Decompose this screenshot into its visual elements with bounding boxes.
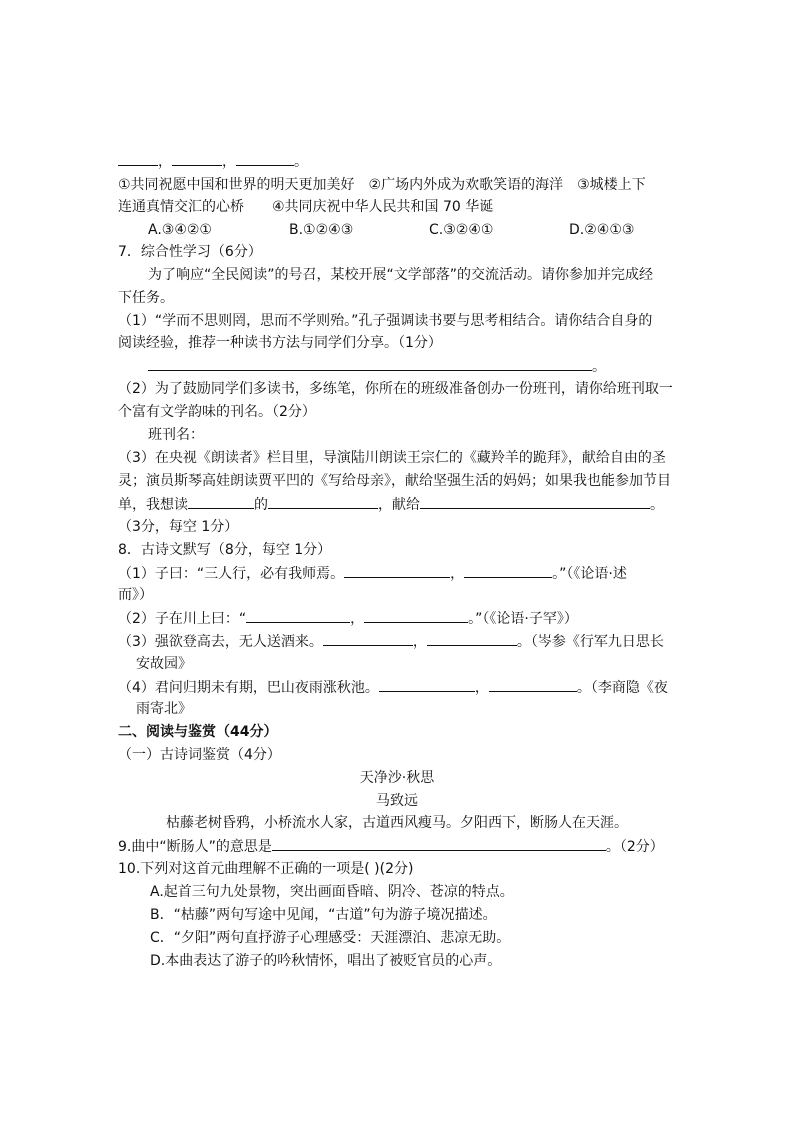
question-8-heading: 8．古诗文默写（8分，每空 1分）: [118, 542, 332, 558]
question-7-sub3-blanks: 单，我想读 的 ，献给 。: [118, 493, 664, 516]
blank[interactable]: [188, 493, 254, 509]
section-2-heading: 二、阅读与鉴赏（44分）: [118, 724, 278, 740]
question-9: 9.曲中“断肠人”的意思是 。（2分）: [118, 835, 664, 858]
question-7-heading: 7．综合性学习（6分）: [118, 244, 262, 260]
question-8-item3: （3）强欲登高去，无人送酒来。 ， 。（岑参《行军九日思长: [118, 630, 664, 653]
poem-author: 马致远: [376, 793, 418, 809]
question-7-intro: 为了响应“全民阅读”的号召，某校开展“文学部落”的交流活动。请你参加并完成经: [148, 267, 654, 283]
blank[interactable]: [344, 562, 450, 578]
section-2-subheading: （一）古诗词鉴赏（4分）: [118, 747, 281, 763]
blank[interactable]: [464, 562, 552, 578]
blank[interactable]: [172, 150, 222, 166]
answer-blank[interactable]: [148, 355, 592, 371]
question-8-item3-cont: 安故园》: [136, 656, 192, 672]
question-7-sub1-answer-line: 。: [148, 355, 606, 378]
question-7-sub1-cont: 阅读经验，推荐一种读书方法与同学们分享。（1分）: [118, 335, 442, 351]
poem-title: 天净沙·秋思: [359, 770, 435, 786]
question-6-items-line2: 连通真情交汇的心桥 ④共同庆祝中华人民共和国 70 华诞: [118, 199, 494, 215]
question-7-sub3: （3）在央视《朗读者》栏目里，导演陆川朗读王宗仁的《藏羚羊的跪拜》，献给自由的圣: [118, 450, 666, 466]
question-8-item1-cont: 而》）: [118, 587, 153, 603]
question-7-sub3-score: （3分，每空 1分）: [118, 519, 239, 535]
question-10: 10.下列对这首元曲理解不正确的一项是( )(2分): [118, 861, 414, 877]
blank[interactable]: [489, 676, 577, 692]
question-8-item4: （4）君问归期未有期，巴山夜雨涨秋池。 ， 。（李商隐《夜: [118, 676, 668, 699]
question-6-blanks-line: ， ， 。: [118, 150, 308, 173]
blank[interactable]: [323, 630, 413, 646]
poem-text: 枯藤老树昏鸦，小桥流水人家，古道西风瘦马。夕阳西下，断肠人在天涯。: [166, 815, 628, 831]
question-7-sub2: （2）为了鼓励同学们多读书，多练笔，你所在的班级准备创办一份班刊，请你给班刊取一: [118, 381, 673, 397]
option-a[interactable]: A.③④②①: [148, 222, 212, 238]
option-c[interactable]: C.③②④①: [429, 222, 494, 238]
question-8-item4-cont: 雨寄北》: [136, 701, 192, 717]
question-7-journal-name: 班刊名：: [148, 427, 204, 443]
question-10-option-c[interactable]: C．“夕阳”两句直抒游子心理感受：天涯漂泊、悲凉无助。: [150, 930, 511, 946]
blank[interactable]: [246, 607, 350, 623]
answer-blank[interactable]: [272, 835, 606, 851]
blank[interactable]: [379, 676, 475, 692]
blank[interactable]: [118, 150, 158, 166]
question-10-option-b[interactable]: B．“枯藤”两句写途中见闻，“古道”句为游子境况描述。: [150, 907, 497, 923]
question-10-option-a[interactable]: A.起首三句九处景物，突出画面昏暗、阴冷、苍凉的特点。: [150, 884, 514, 900]
question-6-items-line1: ①共同祝愿中国和世界的明天更加美好 ②广场内外成为欢歌笑语的海洋 ③城楼上下: [118, 177, 646, 193]
blank[interactable]: [427, 630, 517, 646]
blank[interactable]: [420, 493, 650, 509]
blank[interactable]: [364, 607, 468, 623]
option-b[interactable]: B.①②④③: [289, 222, 354, 238]
blank[interactable]: [268, 493, 378, 509]
question-7-sub3-cont: 灵；演员斯琴高娃朗读贾平凹的《写给母亲》，献给坚强生活的妈妈；如果我也能参加节目: [118, 473, 671, 489]
question-8-item2: （2）子在川上曰：“ ， 。”（《论语·子罕》）: [118, 607, 578, 630]
question-7-intro-cont: 下任务。: [118, 290, 174, 306]
option-d[interactable]: D.②④①③: [569, 222, 635, 238]
question-10-option-d[interactable]: D.本曲表达了游子的吟秋情怀，唱出了被贬官员的心声。: [150, 953, 502, 969]
question-7-sub2-cont: 个富有文学韵味的刊名。（2分）: [118, 404, 316, 420]
question-8-item1: （1）子曰：“三人行，必有我师焉。 ， 。”（《论语·述: [118, 562, 627, 585]
question-6-options: [148, 219, 634, 241]
blank[interactable]: [236, 150, 294, 166]
question-7-sub1: （1）“学而不思则罔，思而不学则殆。”孔子强调读书要与思考相结合。请你结合自身的: [118, 313, 653, 329]
